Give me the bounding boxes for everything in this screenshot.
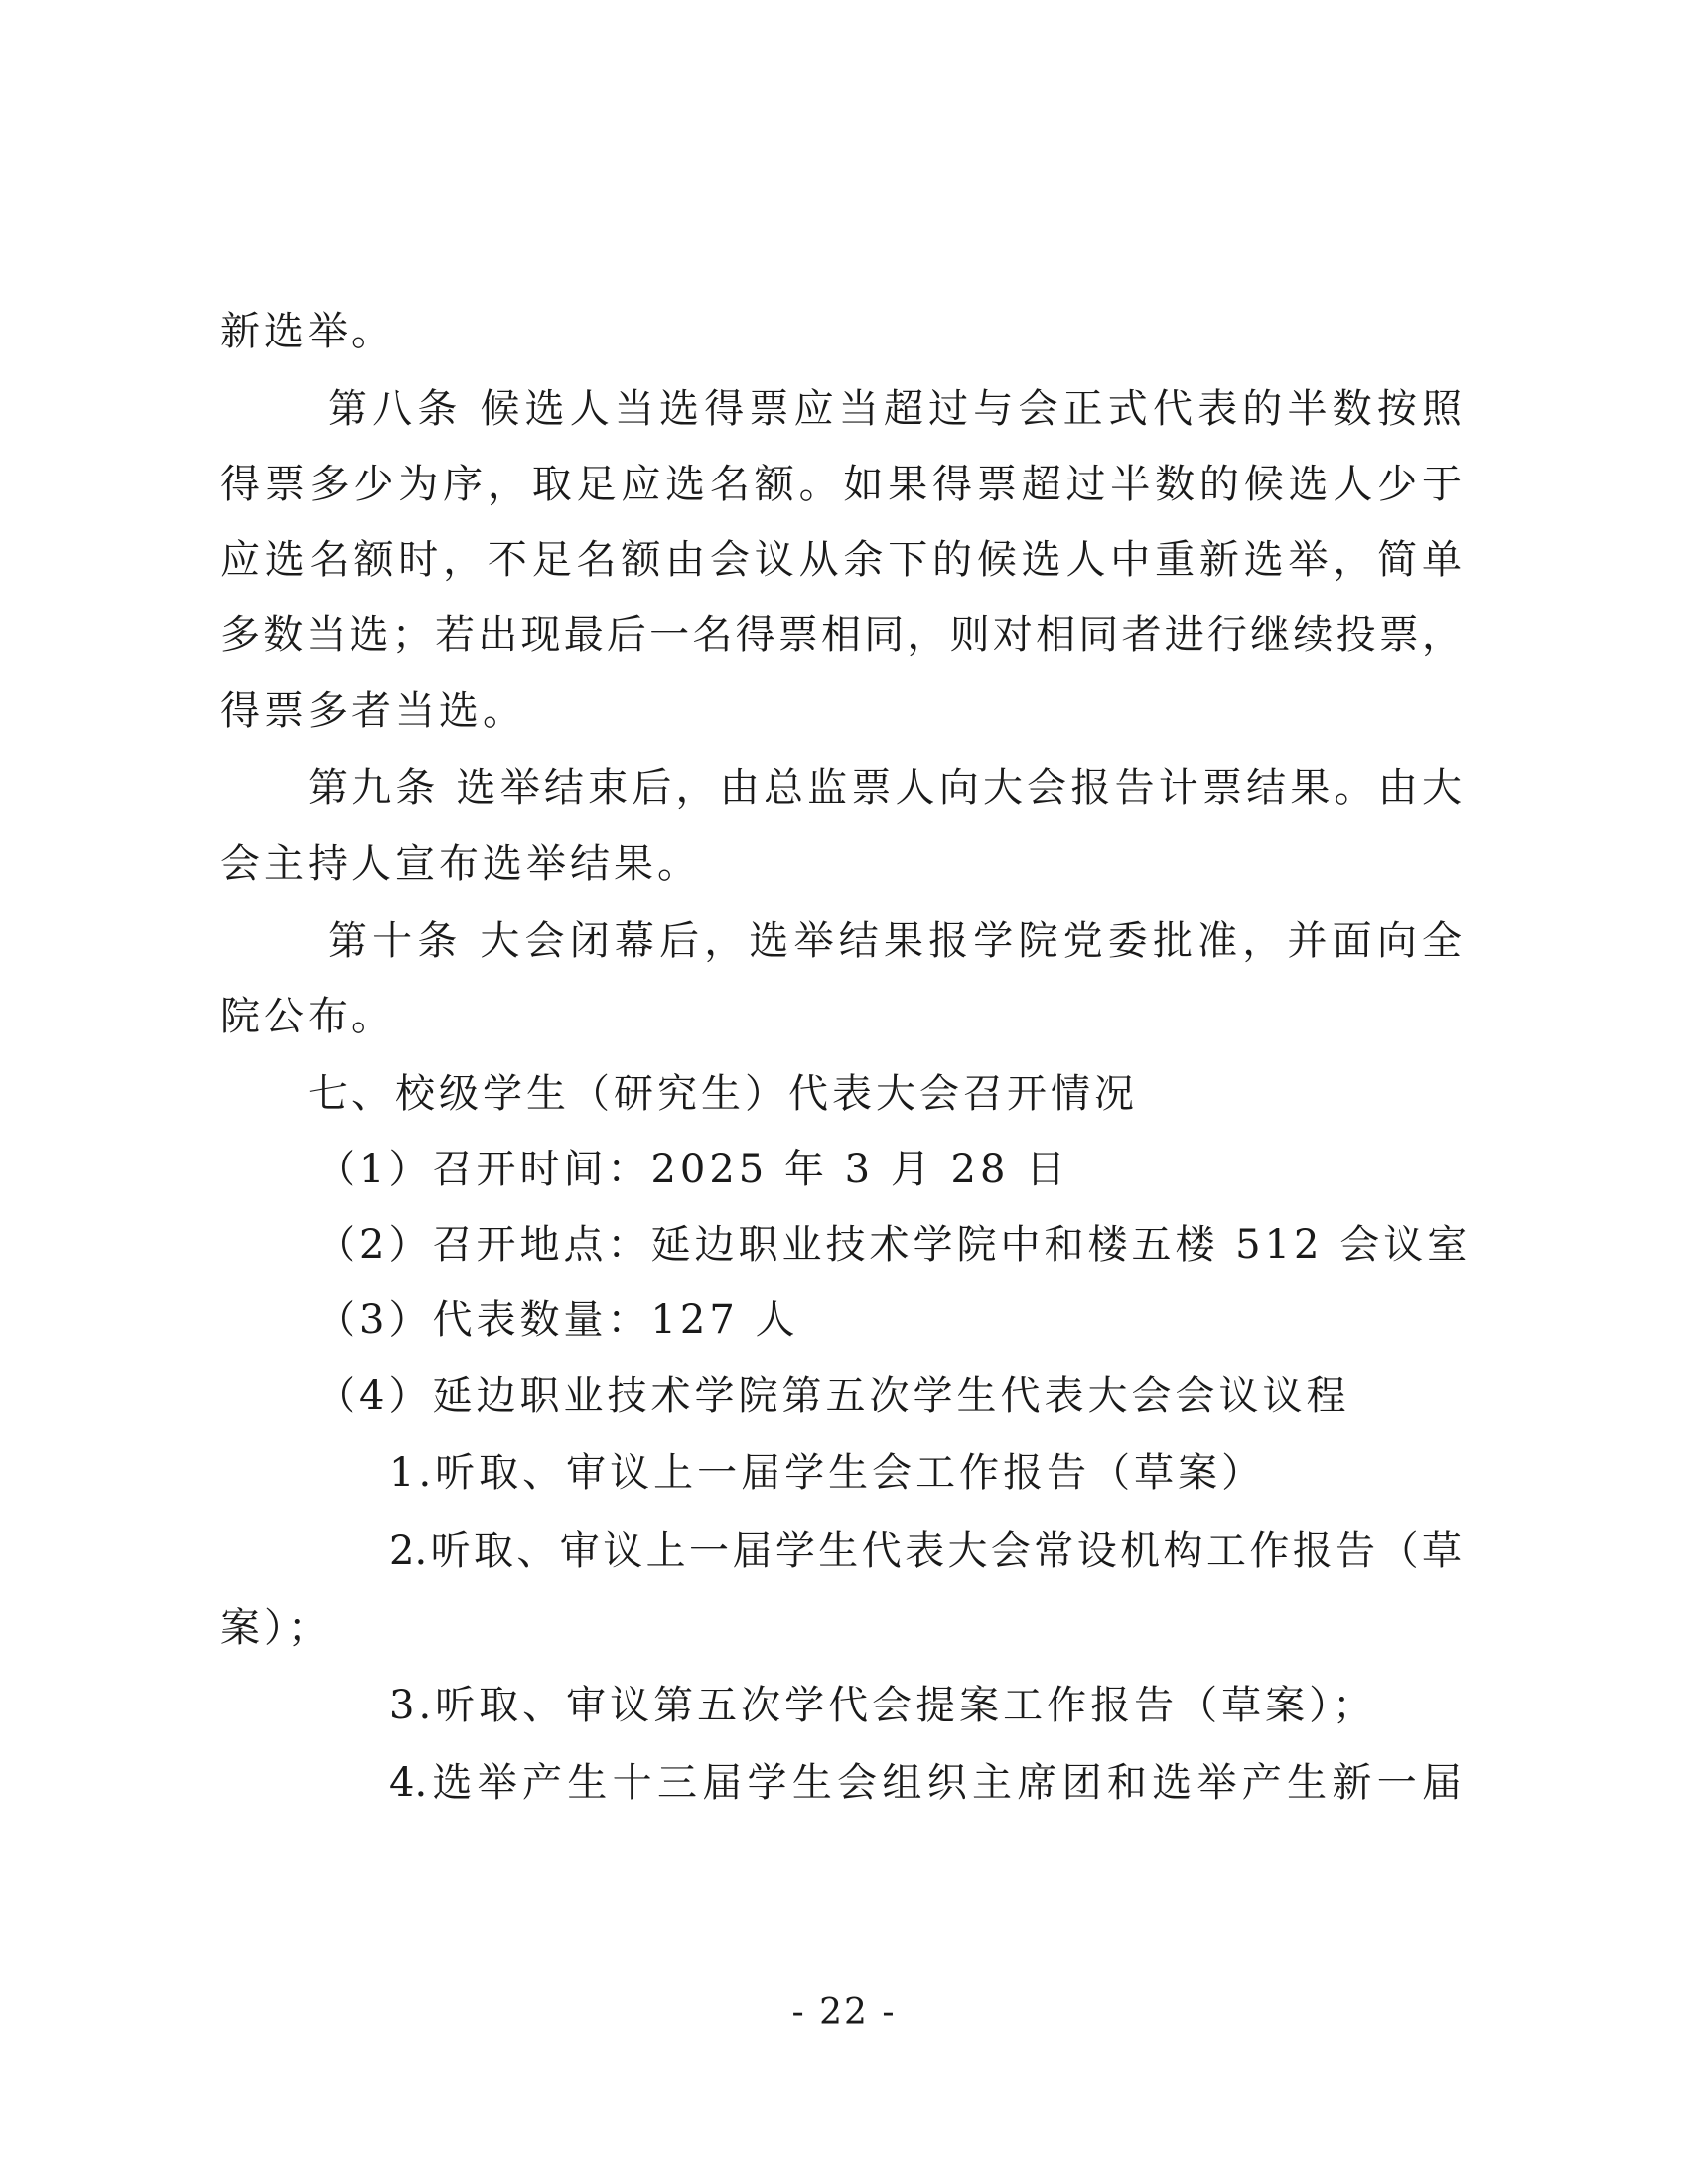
page-number: - 22 - (791, 1992, 897, 2033)
agenda-item-2-continued: 案）； (220, 1605, 332, 1651)
text-line: 应选名额时，不足名额由会议从余下的候选人中重新选举，简单 (220, 537, 1462, 583)
article-9-heading-line: 第九条 选举结束后，由总监票人向大会报告计票结果。由大 (308, 765, 1462, 811)
text-line: 新选举。 (220, 309, 395, 354)
representative-count: （3）代表数量：127 人 (316, 1297, 799, 1343)
article-10-heading-line: 第十条 大会闭幕后，选举结果报学院党委批准，并面向全 (328, 918, 1462, 964)
text-line: 会主持人宣布选举结果。 (220, 841, 701, 887)
agenda-item-1: 1.听取、审议上一届学生会工作报告（草案） (389, 1450, 1266, 1496)
section-heading: 七、校级学生（研究生）代表大会召开情况 (308, 1071, 1138, 1117)
agenda-heading: （4）延边职业技术学院第五次学生代表大会会议议程 (316, 1373, 1350, 1419)
text-line: 得票多者当选。 (220, 688, 526, 734)
meeting-time: （1）召开时间：2025 年 3 月 28 日 (316, 1147, 1070, 1192)
text-line: 院公布。 (220, 994, 395, 1039)
agenda-item-4: 4.选举产生十三届学生会组织主席团和选举产生新一届 (389, 1760, 1462, 1806)
agenda-item-2: 2.听取、审议上一届学生代表大会常设机构工作报告（草 (389, 1528, 1462, 1573)
meeting-location: （2）召开地点：延边职业技术学院中和楼五楼 512 会议室 (316, 1222, 1472, 1268)
article-8-heading-line: 第八条 候选人当选得票应当超过与会正式代表的半数按照 (328, 386, 1462, 432)
agenda-item-3: 3.听取、审议第五次学代会提案工作报告（草案）； (389, 1683, 1377, 1728)
text-line: 得票多少为序，取足应选名额。如果得票超过半数的候选人少于 (220, 462, 1462, 507)
text-line: 多数当选；若出现最后一名得票相同，则对相同者进行继续投票， (220, 613, 1462, 658)
